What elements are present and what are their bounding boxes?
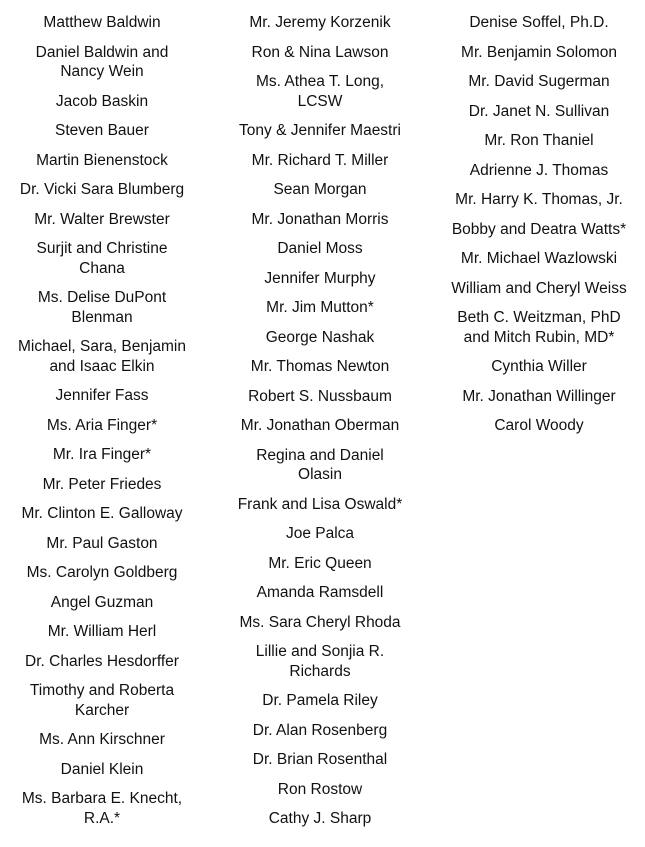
donor-name: Regina and Daniel Olasin: [256, 446, 384, 483]
donor-name: William and Cheryl Weiss: [451, 279, 627, 297]
donor-name: Mr. David Sugerman: [468, 73, 610, 90]
donor-list: [0, 13, 645, 839]
donor-name: Joe Palca: [285, 525, 355, 542]
donor-name: Ms. Aria Finger*: [46, 416, 158, 434]
donor-name: Steven Bauer: [55, 122, 149, 139]
donor-name: Jacob Baskin: [55, 92, 149, 110]
donor-name: Robert S. Nussbaum: [248, 387, 392, 405]
donor-name: Jennifer Fass: [55, 387, 149, 404]
donor-name: Mr. Richard T. Miller: [251, 151, 389, 169]
donor-name: Mr. Eric Queen: [268, 554, 372, 572]
donor-column-1: [0, 13, 204, 839]
donor-name: Surjit and Christine Chana: [36, 240, 168, 277]
donor-name: Dr. Alan Rosenberg: [252, 721, 388, 739]
donor-name: Frank and Lisa Oswald*: [237, 495, 403, 513]
donor-name: Martin Bienenstock: [36, 151, 168, 169]
donor-name: Sean Morgan: [273, 181, 367, 198]
donor-name: Mr. William Herl: [47, 623, 157, 640]
donor-name: Mr. Clinton E. Galloway: [21, 505, 183, 522]
donor-name: Denise Soffel, Ph.D.: [469, 14, 609, 31]
donor-name: Jennifer Murphy: [264, 269, 376, 287]
donor-name: Tony & Jennifer Maestri: [239, 122, 401, 139]
donor-name: Ms. Carolyn Goldberg: [26, 564, 178, 581]
donor-name: Beth C. Weitzman, PhD and Mitch Rubin, MD*: [457, 309, 621, 346]
donor-name: Ron & Nina Lawson: [251, 43, 389, 61]
donor-name: Mr. Jonathan Oberman: [240, 417, 400, 434]
donor-name: Dr. Charles Hesdorffer: [25, 652, 179, 670]
donor-name: Daniel Klein: [60, 760, 144, 778]
donor-name: Cathy J. Sharp: [268, 810, 372, 827]
donor-name: Daniel Moss: [277, 240, 363, 257]
donor-name: Mr. Walter Brewster: [34, 210, 170, 228]
donor-name: Cynthia Willer: [491, 358, 587, 375]
donor-name: Mr. Benjamin Solomon: [461, 43, 617, 61]
donor-name: Mr. Michael Wazlowski: [460, 250, 618, 267]
donor-name: Ron Rostow: [277, 780, 363, 798]
donor-name: Matthew Baldwin: [43, 14, 161, 31]
donor-name: Carol Woody: [494, 417, 584, 434]
donor-name: Ms. Sara Cheryl Rhoda: [239, 613, 401, 631]
donor-name: Bobby and Deatra Watts*: [451, 220, 627, 238]
donor-name: Mr. Peter Friedes: [42, 475, 162, 493]
donor-column-3: [433, 13, 645, 839]
donor-name: Dr. Brian Rosenthal: [252, 751, 388, 768]
donor-name: George Nashak: [265, 328, 375, 346]
donor-name: Angel Guzman: [50, 593, 154, 611]
donor-name: Mr. Paul Gaston: [46, 534, 158, 552]
donor-name: Ms. Ann Kirschner: [39, 731, 165, 748]
donor-name: Mr. Ira Finger*: [52, 446, 152, 463]
donor-name: Ms. Delise DuPont Blenman: [37, 289, 167, 326]
donor-name: Dr. Janet N. Sullivan: [468, 102, 610, 120]
donor-name: Dr. Vicki Sara Blumberg: [19, 181, 185, 198]
donor-name: Adrienne J. Thomas: [469, 161, 609, 179]
donor-name: Mr. Jeremy Korzenik: [249, 14, 391, 31]
donor-name: Ms. Athea T. Long, LCSW: [255, 73, 385, 110]
donor-name: Ms. Barbara E. Knecht, R.A.*: [21, 790, 183, 827]
donor-name: Daniel Baldwin and Nancy Wein: [35, 43, 169, 80]
donor-name: Mr. Thomas Newton: [250, 358, 390, 375]
donor-name: Mr. Jonathan Willinger: [462, 387, 616, 405]
donor-name: Timothy and Roberta Karcher: [29, 682, 175, 719]
donor-name: Lillie and Sonjia R. Richards: [255, 643, 385, 680]
donor-name: Mr. Harry K. Thomas, Jr.: [455, 191, 623, 208]
donor-name: Mr. Jim Mutton*: [266, 299, 374, 316]
donor-column-2: [207, 13, 433, 839]
donor-name: Mr. Jonathan Morris: [251, 210, 389, 228]
donor-name: Dr. Pamela Riley: [262, 692, 378, 709]
donor-name: Michael, Sara, Benjamin and Isaac Elkin: [18, 338, 186, 375]
donor-name: Amanda Ramsdell: [256, 584, 384, 601]
donor-name: Mr. Ron Thaniel: [484, 132, 594, 149]
